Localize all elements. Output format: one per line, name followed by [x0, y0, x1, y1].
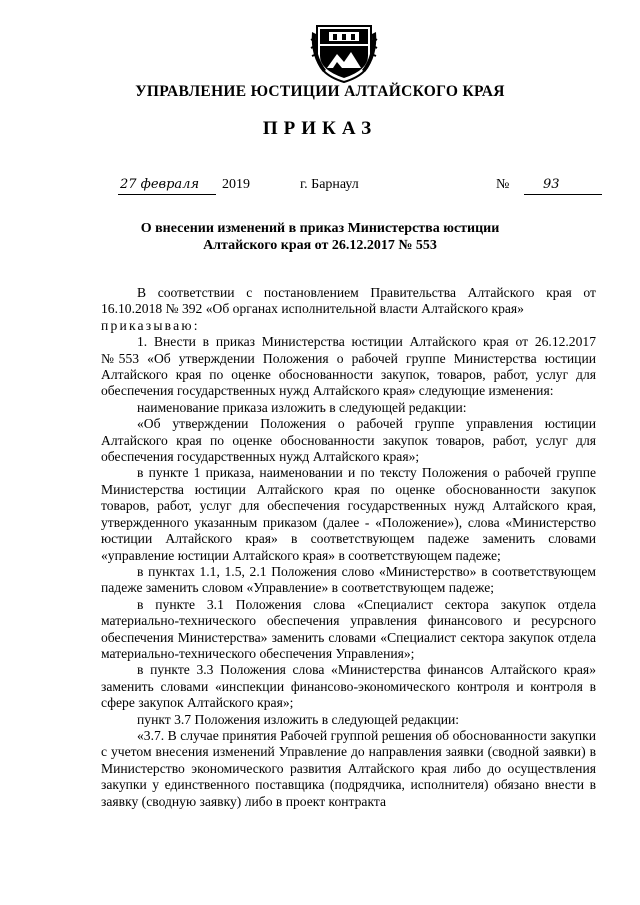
number-underline: [524, 194, 602, 195]
city: г. Барнаул: [300, 177, 359, 192]
body-paragraph: в пункте 1 приказа, наименовании и по тексту Положения о рабочей группе Министерства юстиции Алтайского края по оценке обоснованности закупок товаров, работ, услуг для обеспечения государственных нужд Алтайского края, утвержденного указанным приказом (далее - «Положение»), слова «Министерство юстиции Алтайского края» в соответствующем падеже заменить словами «управление юстиции Алтайского края» в соответствующем падеже;: [101, 465, 596, 563]
handwritten-date: 27 февраля: [120, 177, 200, 192]
organization-name: УПРАВЛЕНИЕ ЮСТИЦИИ АЛТАЙСКОГО КРАЯ: [135, 83, 505, 100]
body-paragraph: 1. Внести в приказ Министерства юстиции Алтайского края от 26.12.2017 №553 «Об утверждении Положения о рабочей группе Министерства юстиции Алтайского края по оценке обоснованности закупок, товаров, работ, услуг для обеспечения государственных нужд Алтайского края» следующие изменения:: [101, 334, 596, 399]
body-paragraph: в пункте 3.1 Положения слова «Специалист сектора закупок отдела материально-технического обеспечения управления финансового и ресурсного обеспечения Министерства» заменить словами «Специалист сектора закупок отдела материально-технического обеспечения Управления»;: [101, 596, 596, 661]
body-paragraph: в пунктах 1.1, 1.5, 2.1 Положения слово «Министерство» в соответствующем падеже заменить словом «Управление» в соответствующем падеже;: [101, 563, 596, 596]
body-paragraph: «Об утверждении Положения о рабочей группе управления юстиции Алтайского края по оценке обоснованности закупок товаров, работ, услуг для обеспечения государственных нужд Алтайского края»;: [101, 416, 596, 465]
document-body: [101, 285, 596, 810]
handwritten-number: 93: [543, 177, 560, 192]
document-subject: [0, 220, 640, 254]
body-paragraph: наименование приказа изложить в следующей редакции:: [137, 399, 467, 415]
body-paragraph: В соответствии с постановлением Правительства Алтайского края от 16.10.2018 № 392 «Об органах исполнительной власти Алтайского края»: [101, 285, 596, 317]
order-word: приказываю:: [101, 317, 200, 333]
body-paragraph: «3.7. В случае принятия Рабочей группой решения об обоснованности закупки с учетом внесения изменений Управление до направления заявки (сводной заявки) в Министерство экономического развития Алтайского края либо до осуществления закупки у единственного поставщика (подрядчика, исполнителя) обязано внести в заявку (сводную заявку) либо в проект контракта: [101, 727, 596, 809]
subject-line-1: О внесении изменений в приказ Министерства юстиции: [140, 221, 500, 236]
date-underline: [118, 194, 216, 195]
document-type: ПРИКАЗ: [262, 118, 378, 139]
body-paragraph: пункт 3.7 Положения изложить в следующей редакции:: [137, 711, 460, 727]
coat-of-arms-icon: [309, 20, 379, 84]
subject-line-2: Алтайского края от 26.12.2017 № 553: [203, 238, 437, 253]
body-paragraph: в пункте 3.3 Положения слова «Министерства финансов Алтайского края» заменить словами «инспекции финансово-экономического контроля и контроля в сфере закупок Алтайского края»;: [101, 662, 596, 711]
date-year: 2019: [222, 177, 250, 192]
document-meta-row: [0, 177, 640, 199]
number-sign: №: [496, 177, 510, 192]
